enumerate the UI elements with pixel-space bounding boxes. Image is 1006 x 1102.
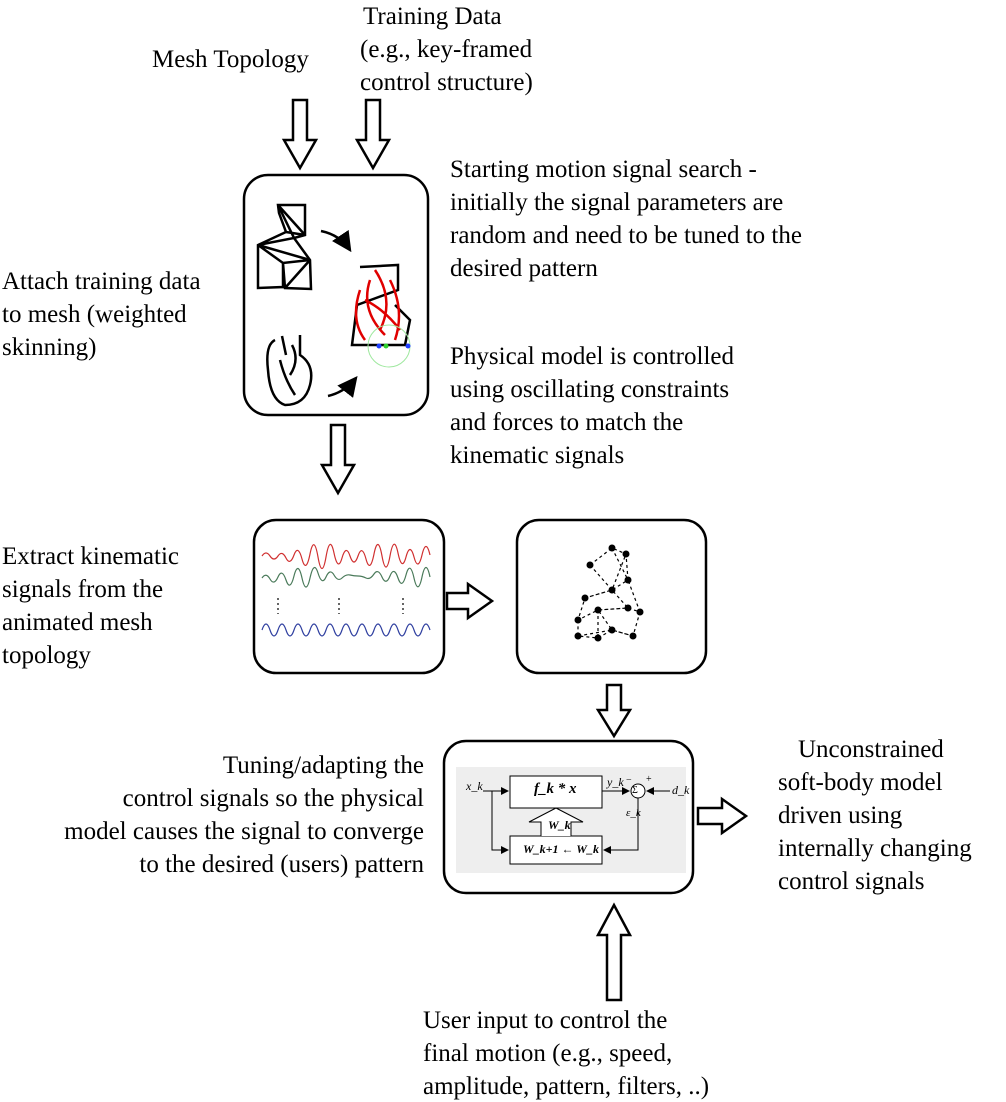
starting-search-label: Starting motion signal search - initially the signal parameters are random and need to be tuned to the desired pattern: [450, 156, 802, 282]
signal-green: [262, 568, 430, 588]
weights-label: W_k: [548, 818, 571, 832]
physical-model-icon: [575, 545, 644, 642]
skinned-mesh-icon: [352, 265, 411, 367]
training-data-label: Training Data (e.g., key-framed control structure): [360, 3, 533, 96]
tuning-label: Tuning/adapting the control signals so the physical model causes the signal to converge to the desired (users) pattern: [64, 752, 424, 878]
arrow-user-up: [598, 905, 630, 1000]
heart-icon: [267, 335, 311, 405]
attach-label: Attach training data to mesh (weighted skinning): [2, 268, 201, 361]
arrow-training-down: [357, 100, 389, 168]
physical-box: [517, 520, 706, 673]
signals-box: [254, 520, 444, 673]
update-label: W_k+1 ← W_k: [523, 842, 599, 856]
mesh-topology-icon: [258, 205, 311, 289]
error-label: ε_k: [626, 807, 641, 819]
mesh-topology-label: Mesh Topology: [152, 46, 309, 73]
arrow-output-right: [698, 799, 746, 833]
signal-blue: [262, 624, 430, 636]
user-input-label: User input to control the final motion (e.g., speed, amplitude, pattern, filters, ..): [423, 1007, 710, 1100]
extract-label: Extract kinematic signals from the animated mesh topology: [2, 543, 180, 669]
mesh-box: [244, 175, 428, 415]
desired-label: d_k: [672, 783, 690, 797]
curved-arrow-icon: [328, 378, 356, 396]
minus-label: −: [626, 775, 632, 786]
arrow-mesh-down: [284, 100, 316, 168]
kinematic-signals-graph: [262, 544, 430, 636]
filter-label: f_k * x: [534, 781, 577, 797]
curved-arrow-icon: [321, 231, 350, 250]
arrow-signals-right: [447, 584, 492, 618]
output-label: y_k: [607, 775, 624, 789]
input-label: x_k: [466, 779, 483, 793]
arrow-box1-down: [322, 425, 354, 493]
unconstrained-label: Unconstrained soft-body model driven using internally changing control signals: [778, 736, 972, 895]
sum-label: Σ: [632, 785, 638, 796]
arrow-physical-down: [598, 685, 630, 736]
signal-red: [262, 544, 430, 568]
physical-model-label: Physical model is controlled using oscillating constraints and forces to match the kinematic signals: [450, 343, 734, 469]
plus-label: +: [646, 774, 652, 785]
